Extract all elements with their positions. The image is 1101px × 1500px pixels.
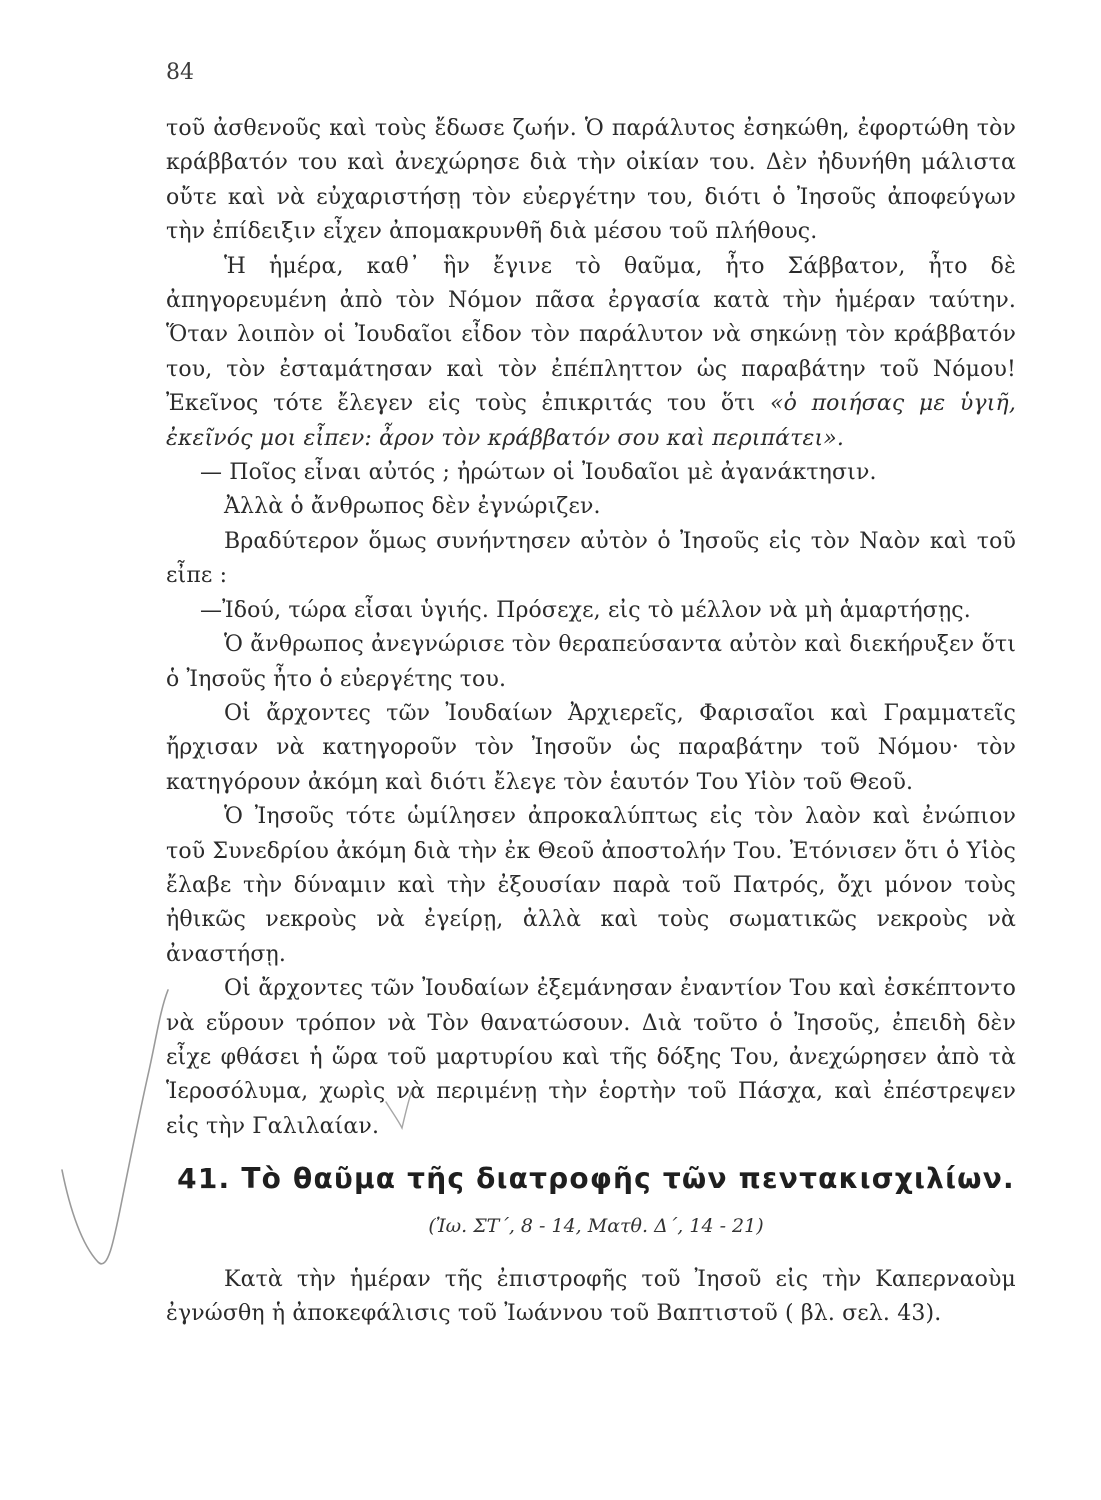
paragraph-8: Οἱ ἄρχοντες τῶν Ἰουδαίων ἐξεμάνησαν ἐναντίον Του καὶ ἐσκέπτοντο νὰ εὕρουν τρόπον νὰ Τὸν θανατώσουν. Διὰ τοῦτο ὁ Ἰησοῦς, ἐπειδὴ δὲν εἶχε φθάσει ἡ ὥρα τοῦ μαρτυρίου καὶ τῆς δόξης Του, ἀνεχώρησεν ἀπὸ τὰ Ἱεροσόλυμα, χωρὶς νὰ περιμένῃ τὴν ἑορτὴν τοῦ Πάσχα, καὶ ἐπέστρεψεν εἰς τὴν Γαλιλαίαν. <box>166 976 1016 1139</box>
pencil-stroke <box>62 990 168 1264</box>
paragraph-7: Ὁ Ἰησοῦς τότε ὡμίλησεν ἀπροκαλύπτως εἰς τὸν λαὸν καὶ ἐνώπιον τοῦ Συνεδρίου ἀκόμη διὰ τὴν ἐκ Θεοῦ ἀποστολήν Του. Ἐτόνισεν ὅτι ὁ Υἱὸς ἔλαβε τὴν δύναμιν καὶ τὴν ἐξουσίαν παρὰ τοῦ Πατρός, ὄχι μόνον τοὺς ἠθικῶς νεκροὺς νὰ ἐγείρῃ, ἀλλὰ καὶ τοὺς σωματικῶς νεκροὺς νὰ ἀναστήσῃ. <box>166 804 1016 967</box>
dialogue-line-2: —Ἰδού, τώρα εἶσαι ὑγιής. Πρόσεχε, εἰς τὸ μέλλον νὰ μὴ ἁμαρτήσῃς. <box>200 597 971 623</box>
paragraph-4: Βραδύτερον ὅμως συνήντησεν αὐτὸν ὁ Ἰησοῦς εἰς τὸν Ναὸν καὶ τοῦ εἶπε : <box>166 528 1016 589</box>
chapter-body <box>166 112 1016 1144</box>
scripture-reference: (Ἰω. ΣΤ΄, 8 - 14, Ματθ. Δ΄, 14 - 21) <box>428 1215 764 1237</box>
paragraph-1: τοῦ ἀσθενοῦς καὶ τοὺς ἔδωσε ζωήν. Ὁ παράλυτος ἐσηκώθη, ἐφορτώθη τὸν κράββατόν του καὶ ἀνεχώρησε διὰ τὴν οἰκίαν του. Δὲν ἠδυνήθη μάλιστα οὔτε καὶ νὰ εὐχαριστήσῃ τὸν εὐεργέτην του, διότι ὁ Ἰησοῦς ἀποφεύγων τὴν ἐπίδειξιν εἶχεν ἀπομακρυνθῆ διὰ μέσου τοῦ πλήθους. <box>166 116 1016 245</box>
page-number: 84 <box>166 60 194 85</box>
quoted-speech: «ὁ ποιήσας με ὑγιῆ, ἐκεῖνός μοι εἶπεν: ἆρον τὸν κράββατόν σου καὶ περιπάτει». <box>166 391 1016 451</box>
section-paragraph-1: Κατὰ τὴν ἡμέραν τῆς ἐπιστροφῆς τοῦ Ἰησοῦ εἰς τὴν Καπερναοὺμ ἐγνώσθη ἡ ἀποκεφάλισις τοῦ Ἰωάννου τοῦ Βαπτιστοῦ ( βλ. σελ. 43). <box>166 1267 1016 1327</box>
dialogue-line-1: — Ποῖος εἶναι αὐτός ; ἠρώτων οἱ Ἰουδαῖοι μὲ ἀγανάκτησιν. <box>200 460 877 486</box>
section-body <box>166 1263 1016 1332</box>
paragraph-2 <box>166 250 1016 456</box>
section-heading: 41. Τὸ θαῦμα τῆς διατροφῆς τῶν πεντακισχιλίων. <box>177 1162 1015 1195</box>
paragraph-5: Ὁ ἄνθρωπος ἀνεγνώρισε τὸν θεραπεύσαντα αὐτὸν καὶ διεκήρυξεν ὅτι ὁ Ἰησοῦς ἦτο ὁ εὐεργέτης του. <box>166 632 1016 692</box>
paragraph-6: Οἱ ἄρχοντες τῶν Ἰουδαίων Ἀρχιερεῖς, Φαρισαῖοι καὶ Γραμματεῖς ἤρχισαν νὰ κατηγοροῦν τὸν Ἰησοῦν ὡς παραβάτην τοῦ Νόμου· τὸν κατηγόρουν ἀκόμη καὶ διότι ἔλεγε τὸν ἑαυτόν Του Υἱὸν τοῦ Θεοῦ. <box>166 700 1016 795</box>
paragraph-3: Ἀλλὰ ὁ ἄνθρωπος δὲν ἐγνώριζεν. <box>224 494 601 520</box>
paragraph-2-text: Ἡ ἡμέρα, καθ᾽ ἣν ἔγινε τὸ θαῦμα, ἦτο Σάββατον, ἦτο δὲ ἀπηγορευμένη ἀπὸ τὸν Νόμον πᾶσα ἐργασία κατὰ τὴν ἡμέραν ταύτην. Ὅταν λοιπὸν οἱ Ἰουδαῖοι εἶδον τὸν παράλυτον νὰ σηκώνῃ τὸν κράββατόν του, τὸν ἐσταμάτησαν καὶ τὸν ἐπέπληττον ὡς παραβάτην τοῦ Νόμου! Ἐκεῖνος τότε ἔλεγεν εἰς τοὺς ἐπικριτάς του ὅτι <box>166 253 1016 417</box>
